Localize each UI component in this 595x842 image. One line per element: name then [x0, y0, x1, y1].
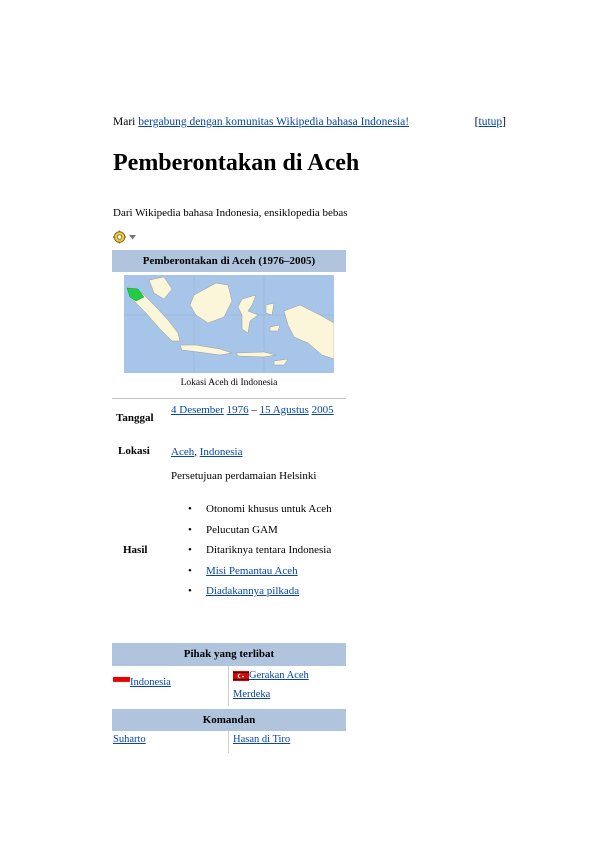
hasan-di-tiro-link[interactable]: Hasan di Tiro — [233, 734, 291, 745]
list-item — [171, 581, 351, 602]
map-caption: Lokasi Aceh di Indonesia — [180, 378, 278, 388]
date-end-day-link[interactable]: 15 Agustus — [259, 404, 309, 416]
list-item: • Otonomi khusus untuk Aceh — [171, 499, 351, 520]
belligerents-divider — [228, 666, 229, 706]
page-title: Pemberontakan di Aceh — [113, 150, 360, 176]
misi-pemantau-aceh-link[interactable]: Misi Pemantau Aceh — [206, 564, 298, 577]
indonesia-belligerent-link[interactable]: Indonesia — [130, 677, 171, 688]
list-item — [171, 561, 351, 582]
belligerent-right — [233, 666, 345, 704]
list-item: • Pelucutan GAM — [171, 520, 351, 541]
pilkada-link[interactable]: Diadakannya pilkada — [206, 585, 300, 597]
suharto-link[interactable]: Suharto — [113, 734, 146, 745]
date-start-year-link[interactable]: 1976 — [226, 404, 249, 416]
list-item: • Ditariknya tentara Indonesia — [171, 540, 351, 561]
close-notice-link[interactable]: tutup — [478, 116, 503, 128]
date-end-year-link[interactable]: 2005 — [311, 404, 334, 416]
commander-right — [233, 734, 290, 745]
notice-close: [tutup] — [474, 116, 506, 128]
lokasi-value: Aceh, Indonesia — [171, 446, 243, 458]
indonesia-locator-map[interactable] — [124, 275, 334, 373]
join-community-link[interactable]: bergabung dengan komunitas Wikipedia bahasa Indonesia! — [138, 116, 410, 128]
settings-gear-icon[interactable] — [113, 231, 126, 244]
hasil-list — [171, 499, 351, 602]
belligerent-left — [113, 677, 228, 688]
tanggal-value: 4 Desember 1976 – 15 Agustus 2005 — [171, 404, 334, 416]
belligerents-heading: Pihak yang terlibat — [112, 643, 346, 666]
gam-flag-icon — [233, 669, 249, 679]
page-tools-menu[interactable] — [113, 230, 143, 244]
site-notice — [113, 116, 506, 128]
tanggal-label: Tanggal — [116, 412, 154, 424]
commanders-heading: Komandan — [112, 709, 346, 731]
commanders-divider — [228, 731, 229, 753]
hasil-intro: Persetujuan perdamaian Helsinki — [171, 470, 317, 482]
site-subtitle: Dari Wikipedia bahasa Indonesia, ensiklopedia bebas — [113, 207, 348, 219]
caret-down-icon[interactable] — [129, 235, 136, 240]
aceh-link[interactable]: Aceh — [171, 446, 195, 458]
indonesia-flag-icon — [113, 677, 130, 687]
infobox-heading: Pemberontakan di Aceh (1976–2005) — [112, 250, 346, 272]
commander-left — [113, 734, 146, 745]
gam-belligerent-link[interactable]: Gerakan Aceh Merdeka — [233, 670, 309, 700]
hasil-label: Hasil — [123, 544, 148, 556]
infobox-divider — [112, 398, 346, 399]
lokasi-label: Lokasi — [118, 445, 150, 457]
indonesia-link[interactable]: Indonesia — [199, 446, 243, 458]
notice-prefix: Mari — [113, 116, 139, 128]
date-start-day-link[interactable]: 4 Desember — [171, 404, 224, 416]
